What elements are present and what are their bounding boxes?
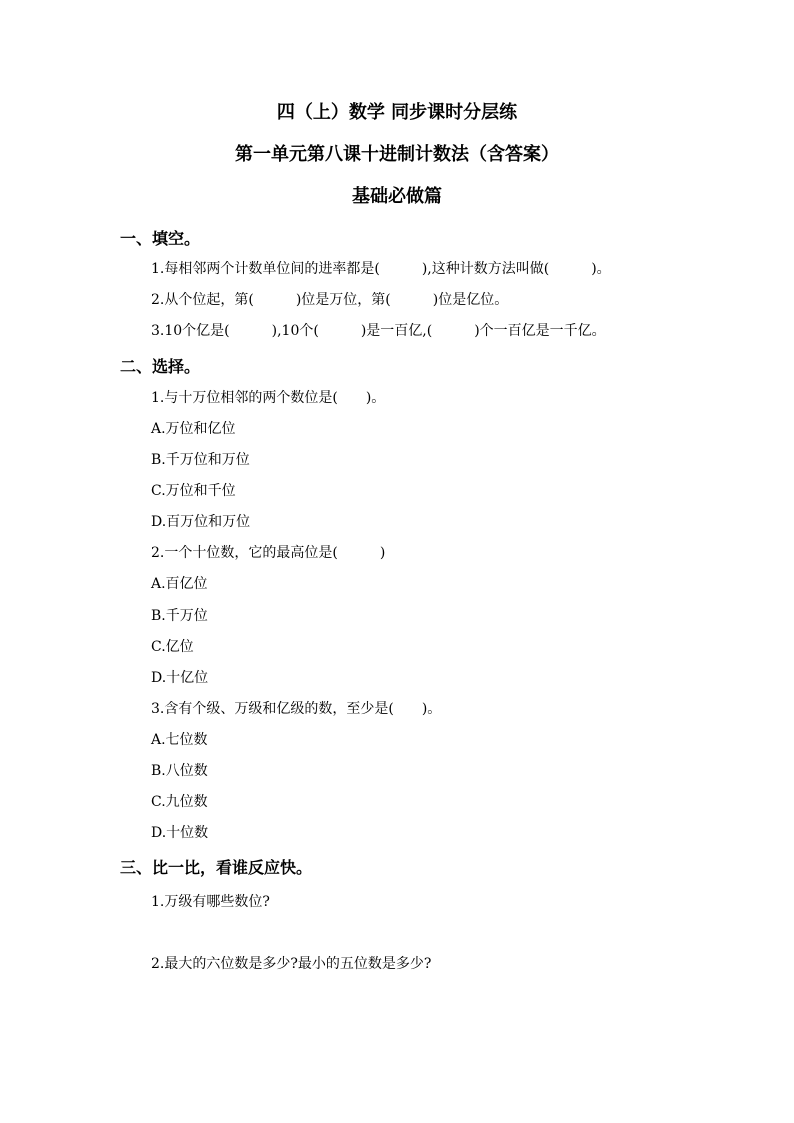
section-quick-answer-heading: 三、比一比，看谁反应快。 (120, 858, 313, 877)
fill-question-3: 3.10个亿是( ),10个( )是一百亿,( )个一百亿是一千亿。 (151, 323, 606, 339)
fill-question-1: 1.每相邻两个计数单位间的进率都是( ),这种计数方法叫做( )。 (151, 261, 611, 277)
unit-title: 第一单元第八课十进制计数法（含答案） (235, 144, 559, 165)
choice-2-option-c: C.亿位 (151, 639, 194, 655)
choice-1-option-c: C.万位和千位 (151, 483, 236, 499)
choice-1-option-a: A.万位和亿位 (151, 421, 236, 437)
worksheet-title: 四（上）数学 同步课时分层练 (276, 102, 518, 123)
level-title: 基础必做篇 (352, 186, 442, 207)
quick-question-1: 1.万级有哪些数位? (151, 894, 270, 910)
choice-2-option-d: D.十亿位 (151, 670, 209, 686)
section-fill-blank-heading: 一、填空。 (120, 229, 201, 248)
choice-3-option-a: A.七位数 (151, 732, 208, 748)
section-choice-heading: 二、选择。 (120, 357, 201, 376)
choice-question-2: 2.一个十位数，它的最高位是( ) (151, 545, 386, 561)
choice-3-option-b: B.八位数 (151, 763, 208, 779)
choice-question-3: 3.含有个级、万级和亿级的数，至少是( )。 (151, 701, 442, 717)
choice-2-option-a: A.百亿位 (151, 576, 208, 592)
choice-1-option-d: D.百万位和万位 (151, 514, 251, 530)
choice-2-option-b: B.千万位 (151, 608, 208, 624)
quick-question-2: 2.最大的六位数是多少?最小的五位数是多少? (151, 956, 432, 972)
choice-3-option-c: C.九位数 (151, 794, 208, 810)
choice-3-option-d: D.十位数 (151, 825, 209, 841)
choice-1-option-b: B.千万位和万位 (151, 452, 250, 468)
choice-question-1: 1.与十万位相邻的两个数位是( )。 (151, 390, 386, 406)
fill-question-2: 2.从个位起，第( )位是万位，第( )位是亿位。 (151, 292, 509, 308)
